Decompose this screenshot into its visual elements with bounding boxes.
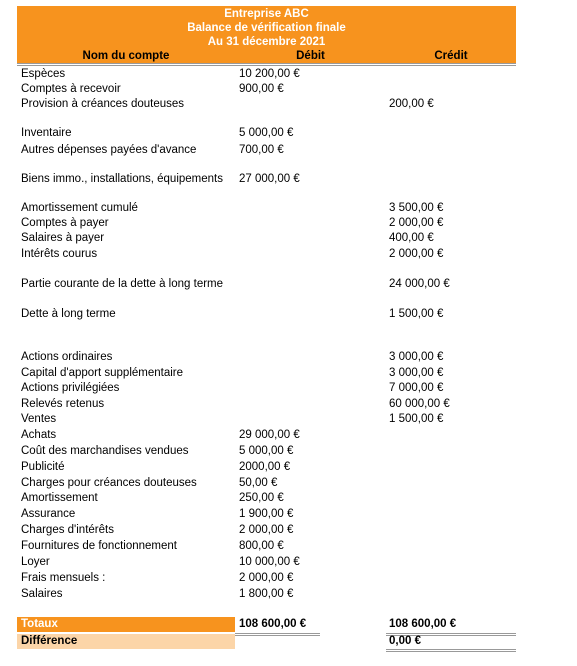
table-row [0,143,577,158]
header-rule [17,63,516,66]
report-header [17,6,516,49]
table-row [0,381,577,396]
account-name: Amortissement cumulé [21,202,138,214]
totals-row [0,617,577,632]
debit-cell: 10 200,00 € [239,68,300,80]
account-name: Achats [21,429,57,441]
table-row [0,507,577,522]
account-name: Autres dépenses payées d'avance [21,144,197,156]
table-row [0,460,577,475]
debit-cell: 5 000,00 € [239,445,294,457]
account-name: Assurance [21,508,76,520]
debit-cell: 700,00 € [239,144,284,156]
table-row [0,231,577,246]
debit-cell: 10 000,00 € [239,556,300,568]
company-name: Entreprise ABC [224,8,309,20]
difference-rule [386,649,516,652]
report-title: Balance de vérification finale [187,22,346,34]
debit-cell: 1 900,00 € [239,508,294,520]
table-row [0,539,577,554]
table-row [0,201,577,216]
credit-cell: 3 000,00 € [389,351,444,363]
account-name: Comptes à payer [21,217,109,229]
account-name: Comptes à recevoir [21,83,121,95]
debit-cell: 900,00 € [239,83,284,95]
account-name: Publicité [21,461,65,473]
table-row [0,216,577,231]
table-row [0,571,577,586]
table-row [0,277,577,292]
account-name: Capital d'apport supplémentaire [21,367,184,379]
account-name: Fournitures de fonctionnement [21,540,177,552]
table-row [0,397,577,412]
account-name: Relevés retenus [21,398,105,410]
account-name: Dette à long terme [21,308,116,320]
credit-cell: 400,00 € [389,232,434,244]
account-name: Provision à créances douteuses [21,98,185,110]
difference-row [0,634,577,649]
credit-cell: 1 500,00 € [389,413,444,425]
column-header-account: Nom du compte [17,49,235,63]
debit-cell: 27 000,00 € [239,173,300,185]
credit-cell: 1 500,00 € [389,308,444,320]
table-row [0,172,577,187]
table-row [0,444,577,459]
account-name: Amortissement [21,492,98,504]
debit-cell: 800,00 € [239,540,284,552]
column-header-credit: Crédit [386,49,516,63]
credit-cell: 200,00 € [389,98,434,110]
totals-credit: 108 600,00 € [389,618,457,630]
debit-cell: 29 000,00 € [239,429,300,441]
credit-cell: 60 000,00 € [389,398,450,410]
debit-cell: 5 000,00 € [239,127,294,139]
account-name: Actions privilégiées [21,382,120,394]
table-row [0,67,577,82]
totals-debit: 108 600,00 € [239,618,307,630]
account-name: Charges d'intérêts [21,524,114,536]
account-name: Partie courante de la dette à long terme [21,278,224,290]
table-row [0,126,577,141]
account-name: Biens immo., installations, équipements [21,173,223,185]
table-row [0,307,577,322]
account-name: Espèces [21,68,66,80]
debit-cell: 1 800,00 € [239,588,294,600]
table-row [0,555,577,570]
account-name: Loyer [21,556,50,568]
table-row [0,476,577,491]
table-row [0,366,577,381]
credit-cell: 3 000,00 € [389,367,444,379]
debit-cell: 50,00 € [239,477,278,489]
table-row [0,412,577,427]
account-name: Inventaire [21,127,72,139]
difference-label: Différence [21,635,78,647]
account-name: Coût des marchandises vendues [21,445,189,457]
totals-label: Totaux [21,618,58,630]
account-name: Salaires à payer [21,232,105,244]
account-name: Intérêts courus [21,248,98,260]
table-row [0,247,577,262]
table-row [0,97,577,112]
credit-cell: 2 000,00 € [389,248,444,260]
debit-cell: 250,00 € [239,492,284,504]
table-row [0,428,577,443]
account-name: Frais mensuels : [21,572,106,584]
table-row [0,350,577,365]
column-header-debit: Débit [235,49,386,63]
credit-cell: 2 000,00 € [389,217,444,229]
account-name: Charges pour créances douteuses [21,477,197,489]
credit-cell: 7 000,00 € [389,382,444,394]
table-row [0,587,577,602]
report-date: Au 31 décembre 2021 [207,36,326,48]
account-name: Salaires [21,588,63,600]
table-row [0,491,577,506]
account-name: Ventes [21,413,57,425]
debit-cell: 2000,00 € [239,461,291,473]
table-row [0,82,577,97]
credit-cell: 24 000,00 € [389,278,450,290]
debit-cell: 2 000,00 € [239,524,294,536]
difference-value: 0,00 € [389,635,421,647]
debit-cell: 2 000,00 € [239,572,294,584]
credit-cell: 3 500,00 € [389,202,444,214]
table-row [0,523,577,538]
account-name: Actions ordinaires [21,351,113,363]
